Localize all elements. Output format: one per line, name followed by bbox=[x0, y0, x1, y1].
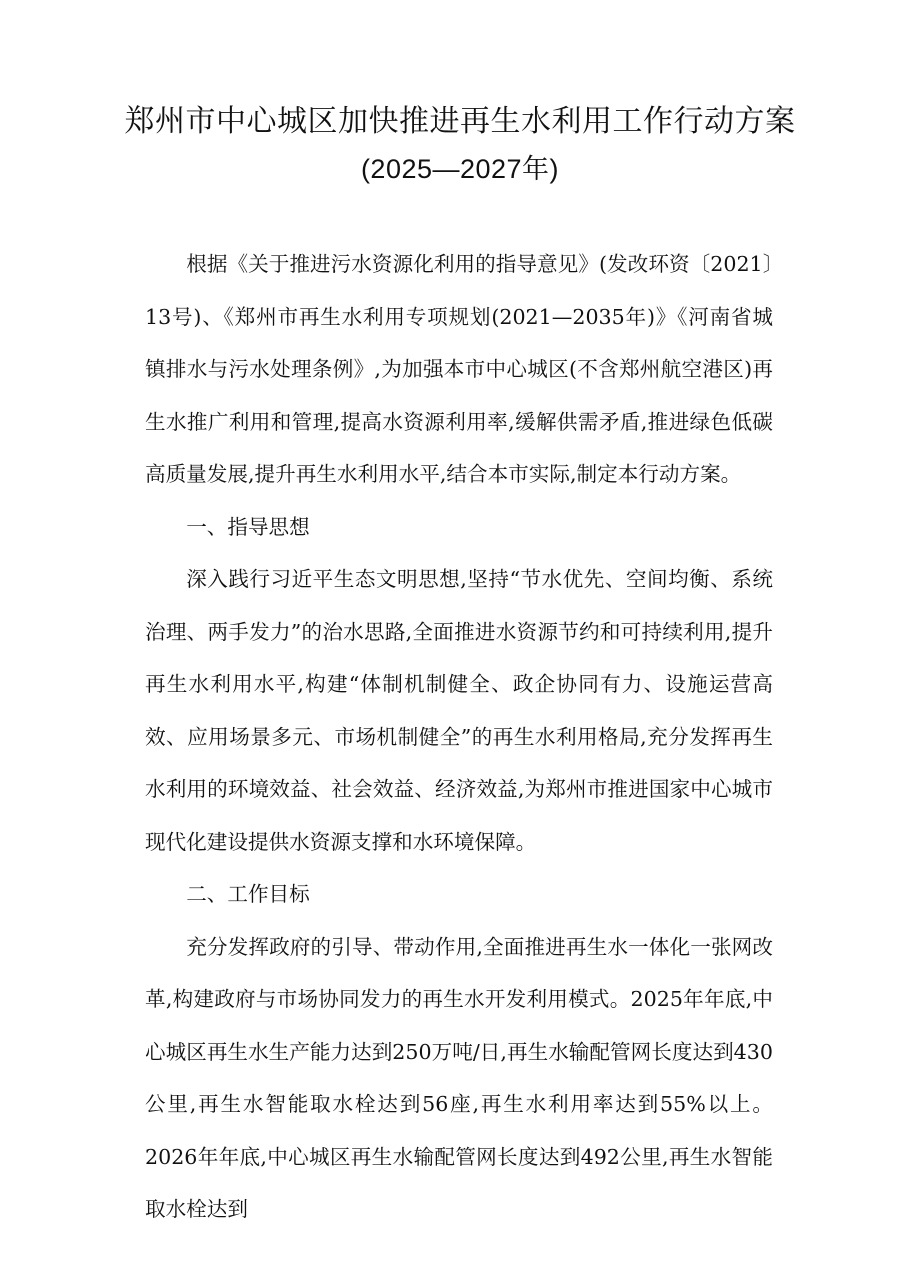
document-body bbox=[145, 238, 773, 1236]
document-title: 郑州市中心城区加快推进再生水利用工作行动方案 bbox=[124, 104, 796, 139]
work-goals-paragraph: 充分发挥政府的引导、带动作用,全面推进再生水一体化一张网改革,构建政府与市场协同发力的再生水开发利用模式。2025年年底,中心城区再生水生产能力达到250万吨/日,再生水输配管网长度达到430公里,再生水智能取水栓达到56座,再生水利用率达到55%以上。2026年年底,中心城区再生水输配管网长度达到492公里,再生水智能取水栓达到 bbox=[145, 934, 773, 1221]
intro-paragraph: 根据《关于推进污水资源化利用的指导意见》(发改环资〔2021〕13号)、《郑州市再生水利用专项规划(2021—2035年)》《河南省城镇排水与污水处理条例》,为加强本市中心城区(不含郑州航空港区)再生水推广利用和管理,提高水资源利用率,缓解供需矛盾,推进绿色低碳高质量发展,提升再生水利用水平,结合本市实际,制定本行动方案。 bbox=[145, 252, 773, 486]
section-heading-work-goals: 二、工作目标 bbox=[186, 882, 310, 906]
document-subtitle-years: (2025—2027年) bbox=[360, 154, 560, 184]
section-heading-guiding-ideology: 一、指导思想 bbox=[186, 514, 310, 539]
guiding-ideology-paragraph: 深入践行习近平生态文明思想,坚持“节水优先、空间均衡、系统治理、两手发力”的治水思路,全面推进水资源节约和可持续利用,提升再生水利用水平,构建“体制机制健全、政企协同有力、设施运营高效、应用场景多元、市场机制健全”的再生水利用格局,充分发挥再生水利用的环境效益、社会效益、经济效益,为郑州市推进国家中心城市现代化建设提供水资源支撑和水环境保障。 bbox=[145, 567, 773, 854]
